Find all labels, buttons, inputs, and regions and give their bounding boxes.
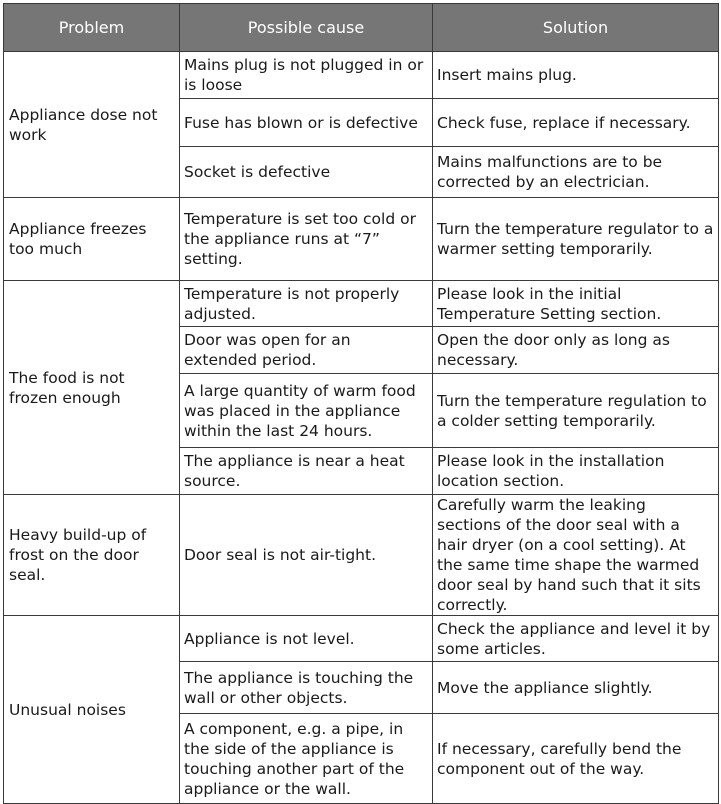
- table-row: [4, 52, 719, 99]
- cause-cell: Door was open for an extended period.: [180, 327, 433, 374]
- table-row: [4, 281, 719, 327]
- cause-cell: Socket is defective: [180, 147, 433, 198]
- cause-cell: Fuse has blown or is defective: [180, 99, 433, 147]
- solution-cell: Check the appliance and level it by some articles.: [433, 616, 719, 662]
- solution-cell: Open the door only as long as necessary.: [433, 327, 719, 374]
- problem-cell: Heavy build-up of frost on the door seal.: [4, 495, 180, 616]
- cause-cell: A large quantity of warm food was placed in the appliance within the last 24 hours.: [180, 374, 433, 448]
- cause-cell: Temperature is not properly adjusted.: [180, 281, 433, 327]
- solution-cell: Please look in the installation location section.: [433, 448, 719, 495]
- solution-cell: Carefully warm the leaking sections of the door seal with a hair dryer (on a cool setting). At the same time shape the warmed door seal by hand such that it sits correctly.: [433, 495, 719, 616]
- table-row: [4, 198, 719, 281]
- cause-cell: The appliance is touching the wall or other objects.: [180, 662, 433, 714]
- header-row: [4, 4, 719, 52]
- table-row: [4, 495, 719, 616]
- solution-cell: Please look in the initial Temperature Setting section.: [433, 281, 719, 327]
- table-row: [4, 616, 719, 662]
- cause-cell: Door seal is not air-tight.: [180, 495, 433, 616]
- cause-cell: Appliance is not level.: [180, 616, 433, 662]
- solution-cell: If necessary, carefully bend the component out of the way.: [433, 714, 719, 804]
- header-possible-cause: Possible cause: [180, 4, 433, 52]
- solution-cell: Turn the temperature regulator to a warmer setting temporarily.: [433, 198, 719, 281]
- problem-cell: Appliance dose not work: [4, 52, 180, 198]
- troubleshooting-table: [3, 3, 719, 804]
- cause-cell: Temperature is set too cold or the appliance runs at “7” setting.: [180, 198, 433, 281]
- solution-cell: Check fuse, replace if necessary.: [433, 99, 719, 147]
- solution-cell: Mains malfunctions are to be corrected by an electrician.: [433, 147, 719, 198]
- header-solution: Solution: [433, 4, 719, 52]
- cause-cell: A component, e.g. a pipe, in the side of the appliance is touching another part of the appliance or the wall.: [180, 714, 433, 804]
- solution-cell: Move the appliance slightly.: [433, 662, 719, 714]
- solution-cell: Insert mains plug.: [433, 52, 719, 99]
- problem-cell: Unusual noises: [4, 616, 180, 804]
- header-problem: Problem: [4, 4, 180, 52]
- cause-cell: Mains plug is not plugged in or is loose: [180, 52, 433, 99]
- solution-cell: Turn the temperature regulation to a colder setting temporarily.: [433, 374, 719, 448]
- problem-cell: The food is not frozen enough: [4, 281, 180, 495]
- cause-cell: The appliance is near a heat source.: [180, 448, 433, 495]
- problem-cell: Appliance freezes too much: [4, 198, 180, 281]
